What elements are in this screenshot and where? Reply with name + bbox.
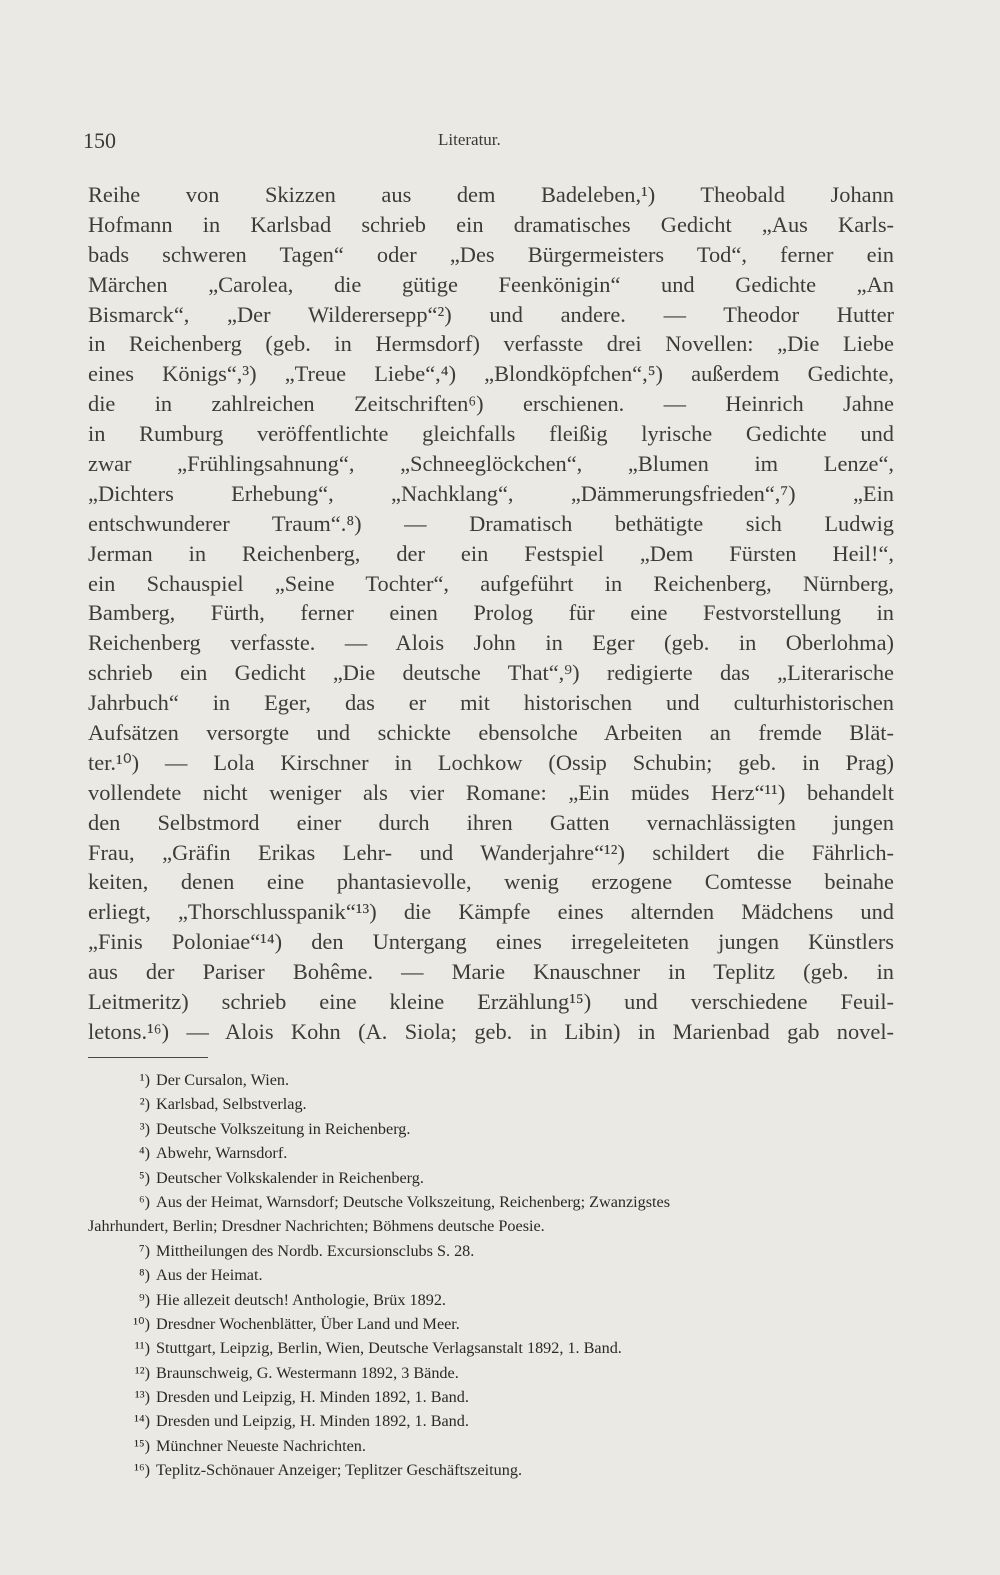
footnote-text: Karlsbad, Selbstverlag.	[156, 1095, 307, 1114]
footnote-text: Deutsche Volkszeitung in Reichenberg.	[156, 1119, 411, 1138]
footnote	[88, 1166, 898, 1190]
text-line: in Reichenberg (geb. in Hermsdorf) verfasste drei Novellen: „Die Liebe	[88, 331, 894, 357]
footnote-mark: ¹³)	[134, 1388, 150, 1407]
page-header	[83, 128, 903, 164]
footnote-mark: ¹²)	[134, 1363, 150, 1382]
footnote	[88, 1092, 898, 1116]
text-line: Frau, „Gräfin Erikas Lehr- und Wanderjahre“¹²) schildert die Fährlich-	[88, 839, 894, 865]
footnote	[88, 1263, 898, 1287]
text-line: die in zahlreichen Zeitschriften⁶) erschienen. — Heinrich Jahne	[88, 391, 894, 417]
footnote-text: Mittheilungen des Nordb. Excursionsclubs S. 28.	[156, 1241, 475, 1260]
footnote-mark: ⁹)	[138, 1290, 150, 1309]
text-line: Reihe von Skizzen aus dem Badeleben,¹) Theobald Johann	[88, 182, 894, 207]
footnote-text: Stuttgart, Leipzig, Berlin, Wien, Deutsche Verlagsanstalt 1892, 1. Band.	[156, 1339, 622, 1358]
text-line: keiten, denen eine phantasievolle, wenig erzogene Comtesse beinahe	[88, 869, 894, 895]
body-text	[88, 180, 894, 1047]
footnote-mark: ³)	[139, 1119, 150, 1138]
footnote	[88, 1458, 898, 1482]
footnote-mark: ⁵)	[138, 1168, 150, 1187]
text-line: Jahrbuch“ in Eger, das er mit historischen und culturhistorischen	[88, 690, 894, 716]
text-line: aus der Pariser Bohême. — Marie Knauschner in Teplitz (geb. in	[88, 959, 894, 985]
footnotes	[88, 1068, 898, 1483]
text-line: Leitmeritz) schrieb eine kleine Erzählung¹⁵) und verschiedene Feuil-	[88, 989, 894, 1015]
footnote-mark: ¹⁰)	[133, 1314, 150, 1333]
text-line: eines Königs“,³) „Treue Liebe“,⁴) „Blondköpfchen“,⁵) außerdem Gedichte,	[88, 361, 894, 387]
text-line: Märchen „Carolea, die gütige Feenkönigin“ und Gedichte „An	[88, 271, 894, 297]
footnote-text: Abwehr, Warnsdorf.	[156, 1144, 288, 1163]
footnote-text: Aus der Heimat.	[156, 1266, 263, 1285]
footnote-mark: ¹⁶)	[134, 1461, 150, 1480]
text-line: vollendete nicht weniger als vier Romane: „Ein müdes Herz“¹¹) behandelt	[88, 779, 894, 805]
footnote-mark: ¹)	[139, 1071, 150, 1089]
text-line: ein Schauspiel „Seine Tochter“, aufgeführt in Reichenberg, Nürnberg,	[88, 570, 894, 596]
text-line: letons.¹⁶) — Alois Kohn (A. Siola; geb. in Libin) in Marienbad gab novel-	[88, 1018, 894, 1044]
footnote	[88, 1190, 898, 1214]
footnote-text: Aus der Heimat, Warnsdorf; Deutsche Volkszeitung, Reichenberg; Zwanzigstes	[156, 1192, 671, 1211]
footnote-text: Braunschweig, G. Westermann 1892, 3 Bände.	[156, 1363, 459, 1382]
footnote-mark: ⁴)	[138, 1144, 150, 1163]
footnote-text: Jahrhundert, Berlin; Dresdner Nachrichten; Böhmens deutsche Poesie.	[88, 1217, 545, 1236]
text-line: den Selbstmord einer durch ihren Gatten vernachlässigten jungen	[88, 809, 894, 835]
text-line: Reichenberg verfasste. — Alois John in Eger (geb. in Oberlohma)	[88, 630, 894, 656]
text-line: „Finis Poloniae“¹⁴) den Untergang eines irregeleiteten jungen Künstlers	[88, 929, 894, 955]
footnote-text: Münchner Neueste Nachrichten.	[156, 1436, 366, 1455]
text-line: Bismarck“, „Der Wilderersepp“²) und andere. — Theodor Hutter	[88, 301, 894, 327]
page-number: 150	[83, 128, 116, 153]
footnote	[88, 1288, 898, 1312]
text-line: erliegt, „Thorschlusspanik“¹³) die Kämpfe eines alternden Mädchens und	[88, 899, 894, 925]
footnote	[88, 1239, 898, 1263]
footnote-text: Dresden und Leipzig, H. Minden 1892, 1. Band.	[156, 1388, 469, 1407]
footnote-mark: ⁸)	[138, 1266, 150, 1285]
footnote-text: Teplitz-Schönauer Anzeiger; Teplitzer Geschäftszeitung.	[156, 1461, 523, 1480]
footnote-mark: ⁶)	[138, 1192, 150, 1211]
text-line: schrieb ein Gedicht „Die deutsche That“,⁹) redigierte das „Literarische	[88, 660, 894, 686]
footnote-mark: ¹⁵)	[134, 1436, 150, 1455]
footnote-text: Deutscher Volkskalender in Reichenberg.	[156, 1168, 424, 1187]
footnote-mark: ²)	[139, 1095, 150, 1114]
footnote-text: Dresdner Wochenblätter, Über Land und Meer.	[156, 1314, 460, 1333]
footnote-text: Dresden und Leipzig, H. Minden 1892, 1. Band.	[156, 1412, 469, 1431]
text-line: bads schweren Tagen“ oder „Des Bürgermeisters Tod“, ferner ein	[88, 241, 894, 267]
text-line: Aufsätzen versorgte und schickte ebensolche Arbeiten an fremde Blät-	[88, 720, 894, 746]
footnote	[88, 1141, 898, 1165]
footnote-divider	[88, 1057, 208, 1058]
footnote	[88, 1336, 898, 1360]
text-line: ter.¹⁰) — Lola Kirschner in Lochkow (Ossip Schubin; geb. in Prag)	[88, 749, 894, 775]
footnote	[88, 1385, 898, 1409]
footnote-text: Der Cursalon, Wien.	[156, 1071, 290, 1089]
text-line: in Rumburg veröffentlichte gleichfalls fleißig lyrische Gedichte und	[88, 421, 894, 447]
footnote-mark: ¹⁴)	[134, 1412, 150, 1431]
footnote-text: Hie allezeit deutsch! Anthologie, Brüx 1892.	[156, 1290, 446, 1309]
text-line: „Dichters Erhebung“, „Nachklang“, „Dämmerungsfrieden“,⁷) „Ein	[88, 480, 894, 506]
text-line: zwar „Frühlingsahnung“, „Schneeglöckchen“, „Blumen im Lenze“,	[88, 451, 894, 477]
running-title: Literatur.	[438, 130, 501, 149]
footnote	[88, 1409, 898, 1433]
footnote-mark: ⁷)	[138, 1241, 150, 1260]
footnote	[88, 1312, 898, 1336]
footnote	[88, 1434, 898, 1458]
footnote	[88, 1361, 898, 1385]
text-line: entschwunderer Traum“.⁸) — Dramatisch bethätigte sich Ludwig	[88, 510, 894, 536]
text-line: Hofmann in Karlsbad schrieb ein dramatisches Gedicht „Aus Karls-	[88, 211, 894, 237]
text-line: Bamberg, Fürth, ferner einen Prolog für eine Festvorstellung in	[88, 600, 894, 626]
footnote-continuation	[88, 1214, 898, 1238]
footnote	[88, 1117, 898, 1141]
footnote	[88, 1068, 898, 1092]
footnote-mark: ¹¹)	[134, 1339, 150, 1358]
text-line: Jerman in Reichenberg, der ein Festspiel „Dem Fürsten Heil!“,	[88, 540, 894, 566]
